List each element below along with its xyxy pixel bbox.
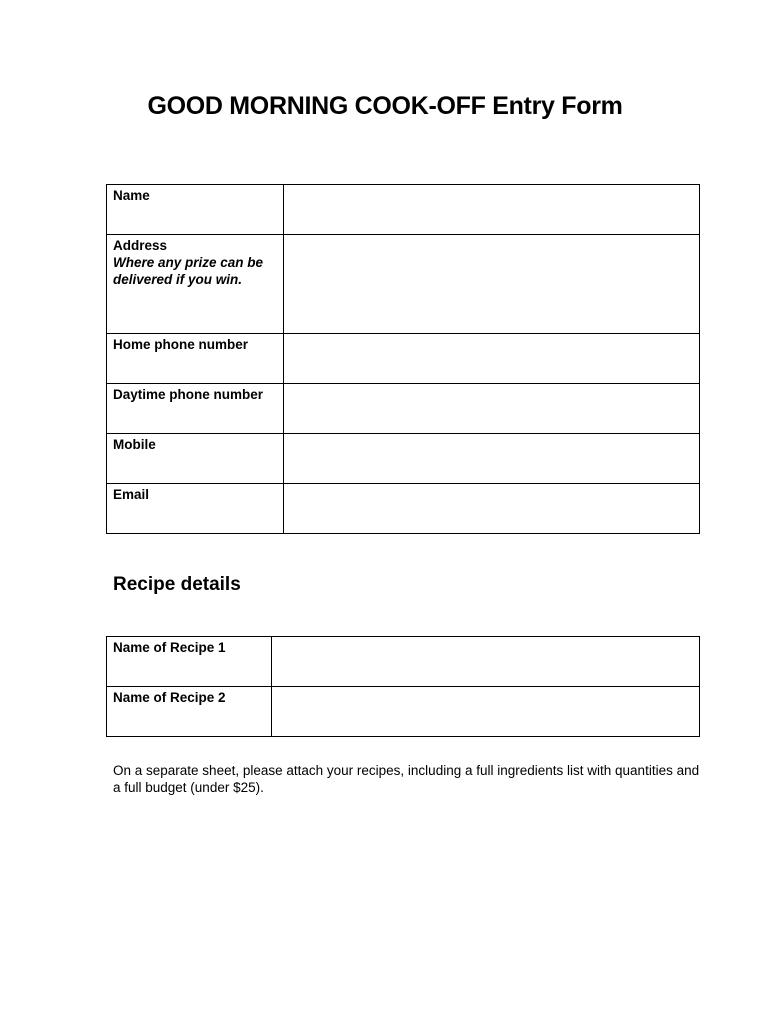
home-phone-field[interactable] [284,334,700,384]
contact-details-table [106,184,700,534]
email-field[interactable] [284,484,700,534]
field-label: Name [113,188,150,203]
table-row [107,235,700,334]
recipe-1-field[interactable] [272,637,700,687]
table-row [107,637,700,687]
name-field[interactable] [284,185,700,235]
recipe-details-heading: Recipe details [113,574,241,595]
mobile-label [107,434,284,484]
address-field[interactable] [284,235,700,334]
recipe-details-table [106,636,700,737]
table-row [107,687,700,737]
table-row [107,484,700,534]
field-label: Name of Recipe 2 [113,690,226,705]
table-row [107,334,700,384]
form-title: GOOD MORNING COOK-OFF Entry Form [147,92,623,120]
field-label: Name of Recipe 1 [113,640,226,655]
table-row [107,434,700,484]
name-label [107,185,284,235]
email-label [107,484,284,534]
home-phone-label [107,334,284,384]
recipe-2-field[interactable] [272,687,700,737]
mobile-field[interactable] [284,434,700,484]
recipe-1-label [107,637,272,687]
table-row [107,384,700,434]
address-label [107,235,284,334]
attachment-note: On a separate sheet, please attach your recipes, including a full ingredients list with quantities and a full budget (under $25). [113,763,700,795]
daytime-phone-field[interactable] [284,384,700,434]
field-label: Email [113,487,150,502]
field-label: Mobile [113,437,156,452]
recipe-2-label [107,687,272,737]
table-row [107,185,700,235]
field-label: Address [113,238,168,253]
field-label: Daytime phone number [113,387,264,402]
field-hint: Where any prize can be delivered if you win. [113,255,264,287]
daytime-phone-label [107,384,284,434]
field-label: Home phone number [113,337,249,352]
